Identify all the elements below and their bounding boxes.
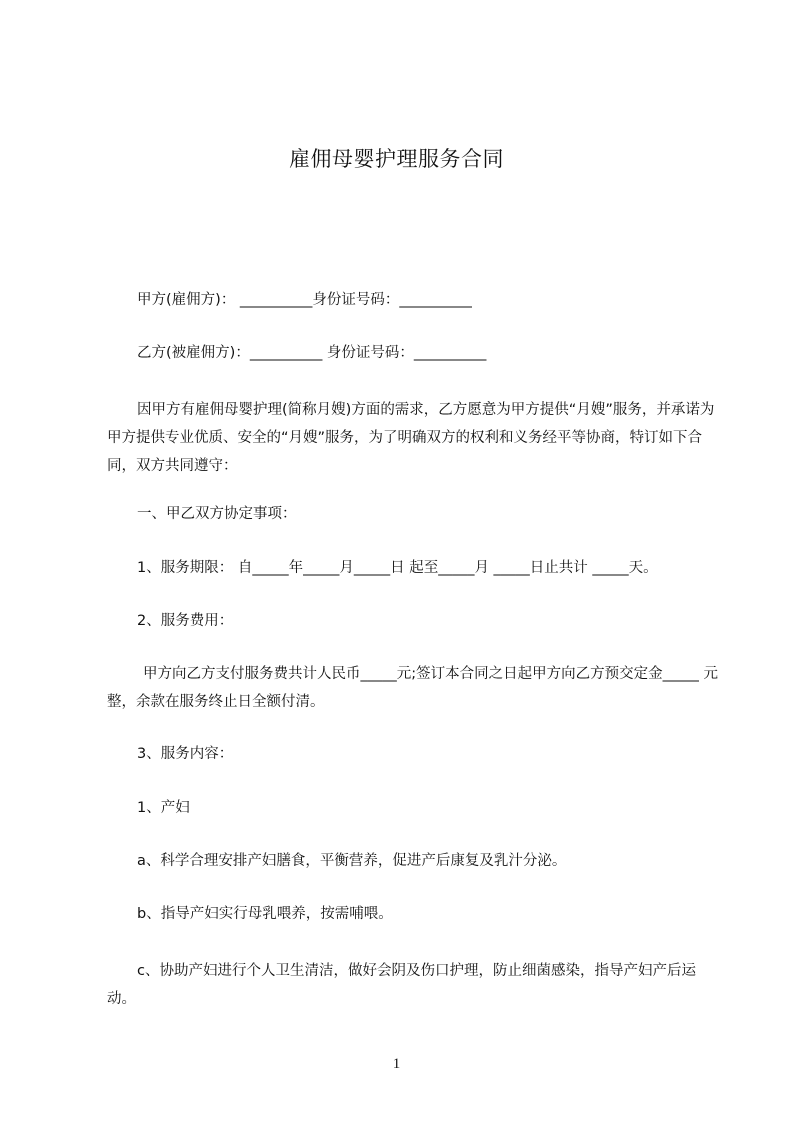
section-1-heading: 一、甲乙双方协定事项：: [137, 506, 297, 522]
party-b-line: 乙方(被雇佣方)：__________ 身份证号码：__________: [137, 345, 487, 361]
service-fee-item: 2、服务费用：: [137, 613, 234, 629]
subitem-b: b、指导产妇实行母乳喂养，按需哺喂。: [137, 906, 393, 922]
service-period-item: 1、服务期限： 自_____年_____月_____日 起至_____月 _____日止共计 _____天。: [137, 560, 658, 576]
subitem-mother: 1、产妇: [137, 800, 190, 816]
preamble-paragraph: 因甲方有雇佣母婴护理(简称月嫂)方面的需求，乙方愿意为甲方提供“月嫂”服务，并承诺为甲方提供专业优质、安全的“月嫂”服务，为了明确双方的权利和义务经平等协商，特订如下合同，双方共同遵守：: [107, 402, 715, 474]
fee-paragraph: 甲方向乙方支付服务费共计人民币_____元;签订本合同之日起甲方向乙方预交定金_____ 元整，余款在服务终止日全额付清。: [107, 666, 718, 710]
page-title: 雇佣母婴护理服务合同: [289, 147, 504, 171]
service-content-item: 3、服务内容：: [137, 746, 234, 762]
subitem-c: c、协助产妇进行个人卫生清洁，做好会阴及伤口护理，防止细菌感染，指导产妇产后运动。: [107, 963, 696, 1007]
subitem-a: a、科学合理安排产妇膳食，平衡营养，促进产后康复及乳汁分泌。: [137, 853, 567, 869]
party-a-line: 甲方(雇佣方)： __________身份证号码：__________: [137, 292, 472, 308]
page-number: 1: [392, 1056, 401, 1072]
